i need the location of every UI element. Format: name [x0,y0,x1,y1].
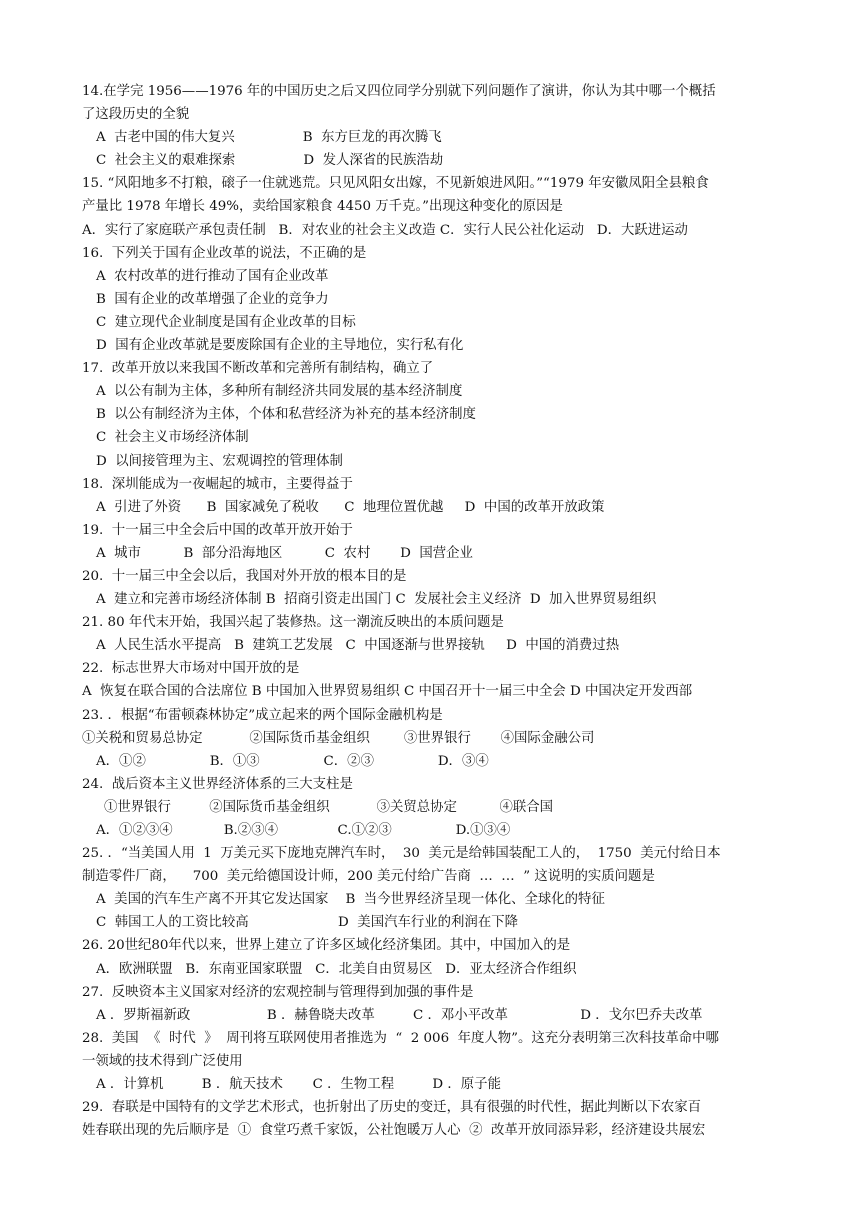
exam-page [82,80,782,1142]
q27-options: A ．罗斯福新政 B ．赫鲁晓夫改革 C ．邓小平改革 D ．戈尔巴乔夫改革 [96,1007,703,1023]
q28-options: A ．计算机 B ．航天技术 C ．生物工程 D ．原子能 [96,1077,501,1093]
q14-options-ab: A 古老中国的伟大复兴 B 东方巨龙的再次腾飞 [96,130,442,146]
q28-stem-line2: 一领域的技术得到广泛使用 [82,1053,243,1069]
q16-option-a: A 农村改革的进行推动了国有企业改革 [96,268,329,284]
q14-stem-line1: 14.在学完 1956——1976 年的中国历史之后又四位同学分别就下列问题作了演讲，你认为其中哪一个概括 [82,84,716,99]
q21-options: A 人民生活水平提高 B 建筑工艺发展 C 中国逐渐与世界接轨 D 中国的消费过热 [96,638,620,654]
q15-options: A．实行了家庭联产承包责任制 B．对农业的社会主义改造 C．实行人民公社化运动 D．大跃进运动 [82,222,688,238]
q17-stem: 17. 改革开放以来我国不断改革和完善所有制结构，确立了 [82,361,434,377]
q17-option-c: C 社会主义市场经济体制 [96,430,249,446]
q19-stem: 19. 十一届三中全会后中国的改革开放开始于 [82,522,353,538]
q22-options: A 恢复在联合国的合法席位 B 中国加入世界贸易组织 C 中国召开十一届三中全会 D 中国决定开发西部 [82,684,693,700]
q23-items: ①关税和贸易总协定 ②国际货币基金组织 ③世界银行 ④国际金融公司 [82,730,595,746]
q29-stem-line2: 姓春联出现的先后顺序是 ① 食堂巧煮千家饭，公社饱暖万人心 ② 改革开放同添异彩，经济建设共展宏 [82,1123,706,1139]
q17-option-d: D 以间接管理为主、宏观调控的管理体制 [96,453,343,469]
q25-stem-line1: 25. ．“当美国人用 1 万美元买下庞地克牌汽车时， 30 美元是给韩国装配工人的， 1750 美元付给日本 [82,846,721,862]
q21-stem: 21. 80 年代末开始，我国兴起了装修热。这一潮流反映出的本质问题是 [82,615,504,631]
q26-stem: 26. 20世纪80年代以来，世界上建立了许多区域化经济集团。其中，中国加入的是 [82,938,571,954]
q16-stem: 16. 下列关于国有企业改革的说法，不正确的是 [82,245,367,261]
q23-options: A．①② B．①③ C．②③ D．③④ [96,753,489,769]
q16-option-b: B 国有企业的改革增强了企业的竞争力 [96,291,329,307]
q16-option-d: D 国有企业改革就是要废除国有企业的主导地位，实行私有化 [96,338,464,354]
q17-option-a: A 以公有制为主体，多种所有制经济共同发展的基本经济制度 [96,384,463,400]
q25-options-cd: C 韩国工人的工资比较高 D 美国汽车行业的利润在下降 [96,915,518,931]
q20-stem: 20. 十一届三中全会以后，我国对外开放的根本目的是 [82,568,407,584]
q17-option-b: B 以公有制经济为主体，个体和私营经济为补充的基本经济制度 [96,407,476,423]
q19-options: A 城市 B 部分沿海地区 C 农村 D 国营企业 [96,545,473,561]
q24-stem: 24. 战后资本主义世界经济体系的三大支柱是 [82,776,353,792]
q15-stem-line1: 15. “风阳地多不打粮，磙子一住就逃荒。只见风阳女出嫁，不见新娘进风阳。”“1979 年安徽凤阳全县粮食 [82,176,709,192]
q23-stem: 23. ．根据“布雷顿森林协定”成立起来的两个国际金融机构是 [82,707,443,723]
q24-options: A．①②③④ B.②③④ C.①②③ D.①③④ [96,823,511,838]
q22-stem: 22. 标志世界大市场对中国开放的是 [82,661,300,677]
q25-stem-line2: 制造零件厂商， 700 美元给德国设计师，200 美元付给广告商 … … ” 这说明的实质问题是 [82,869,655,885]
q24-items: ①世界银行 ②国际货币基金组织 ③关贸总协定 ④联合国 [104,799,554,815]
q27-stem: 27. 反映资本主义国家对经济的宏观控制与管理得到加强的事件是 [82,984,474,1000]
q18-stem: 18. 深圳能成为一夜崛起的城市，主要得益于 [82,476,353,492]
q14-options-cd: C 社会主义的艰难探索 D 发人深省的民族浩劫 [96,153,444,169]
q15-stem-line2: 产量比 1978 年增长 49%，卖给国家粮食 4450 万千克。”出现这种变化的原因是 [82,199,563,215]
q14-stem-line2: 了这段历史的全貌 [82,107,190,123]
q25-options-ab: A 美国的汽车生产离不开其它发达国家 B 当今世界经济呈现一体化、全球化的特征 [96,892,605,908]
q16-option-c: C 建立现代企业制度是国有企业改革的目标 [96,314,356,330]
q26-options: A．欧洲联盟 B．东南亚国家联盟 C．北美自由贸易区 D．亚太经济合作组织 [96,961,577,977]
q20-options: A 建立和完善市场经济体制 B 招商引资走出国门 C 发展社会主义经济 D 加入世界贸易组织 [96,592,657,608]
q18-options: A 引进了外资 B 国家减免了税收 C 地理位置优越 D 中国的改革开放政策 [96,499,605,515]
q28-stem-line1: 28. 美国 《 时代 》 周刊将互联网使用者推选为 “ 2 006 年度人物”。这充分表明第三次科技革命中哪 [82,1030,719,1046]
q29-stem-line1: 29. 春联是中国特有的文学艺术形式，也折射出了历史的变迁，具有很强的时代性，据此判断以下农家百 [82,1100,701,1116]
